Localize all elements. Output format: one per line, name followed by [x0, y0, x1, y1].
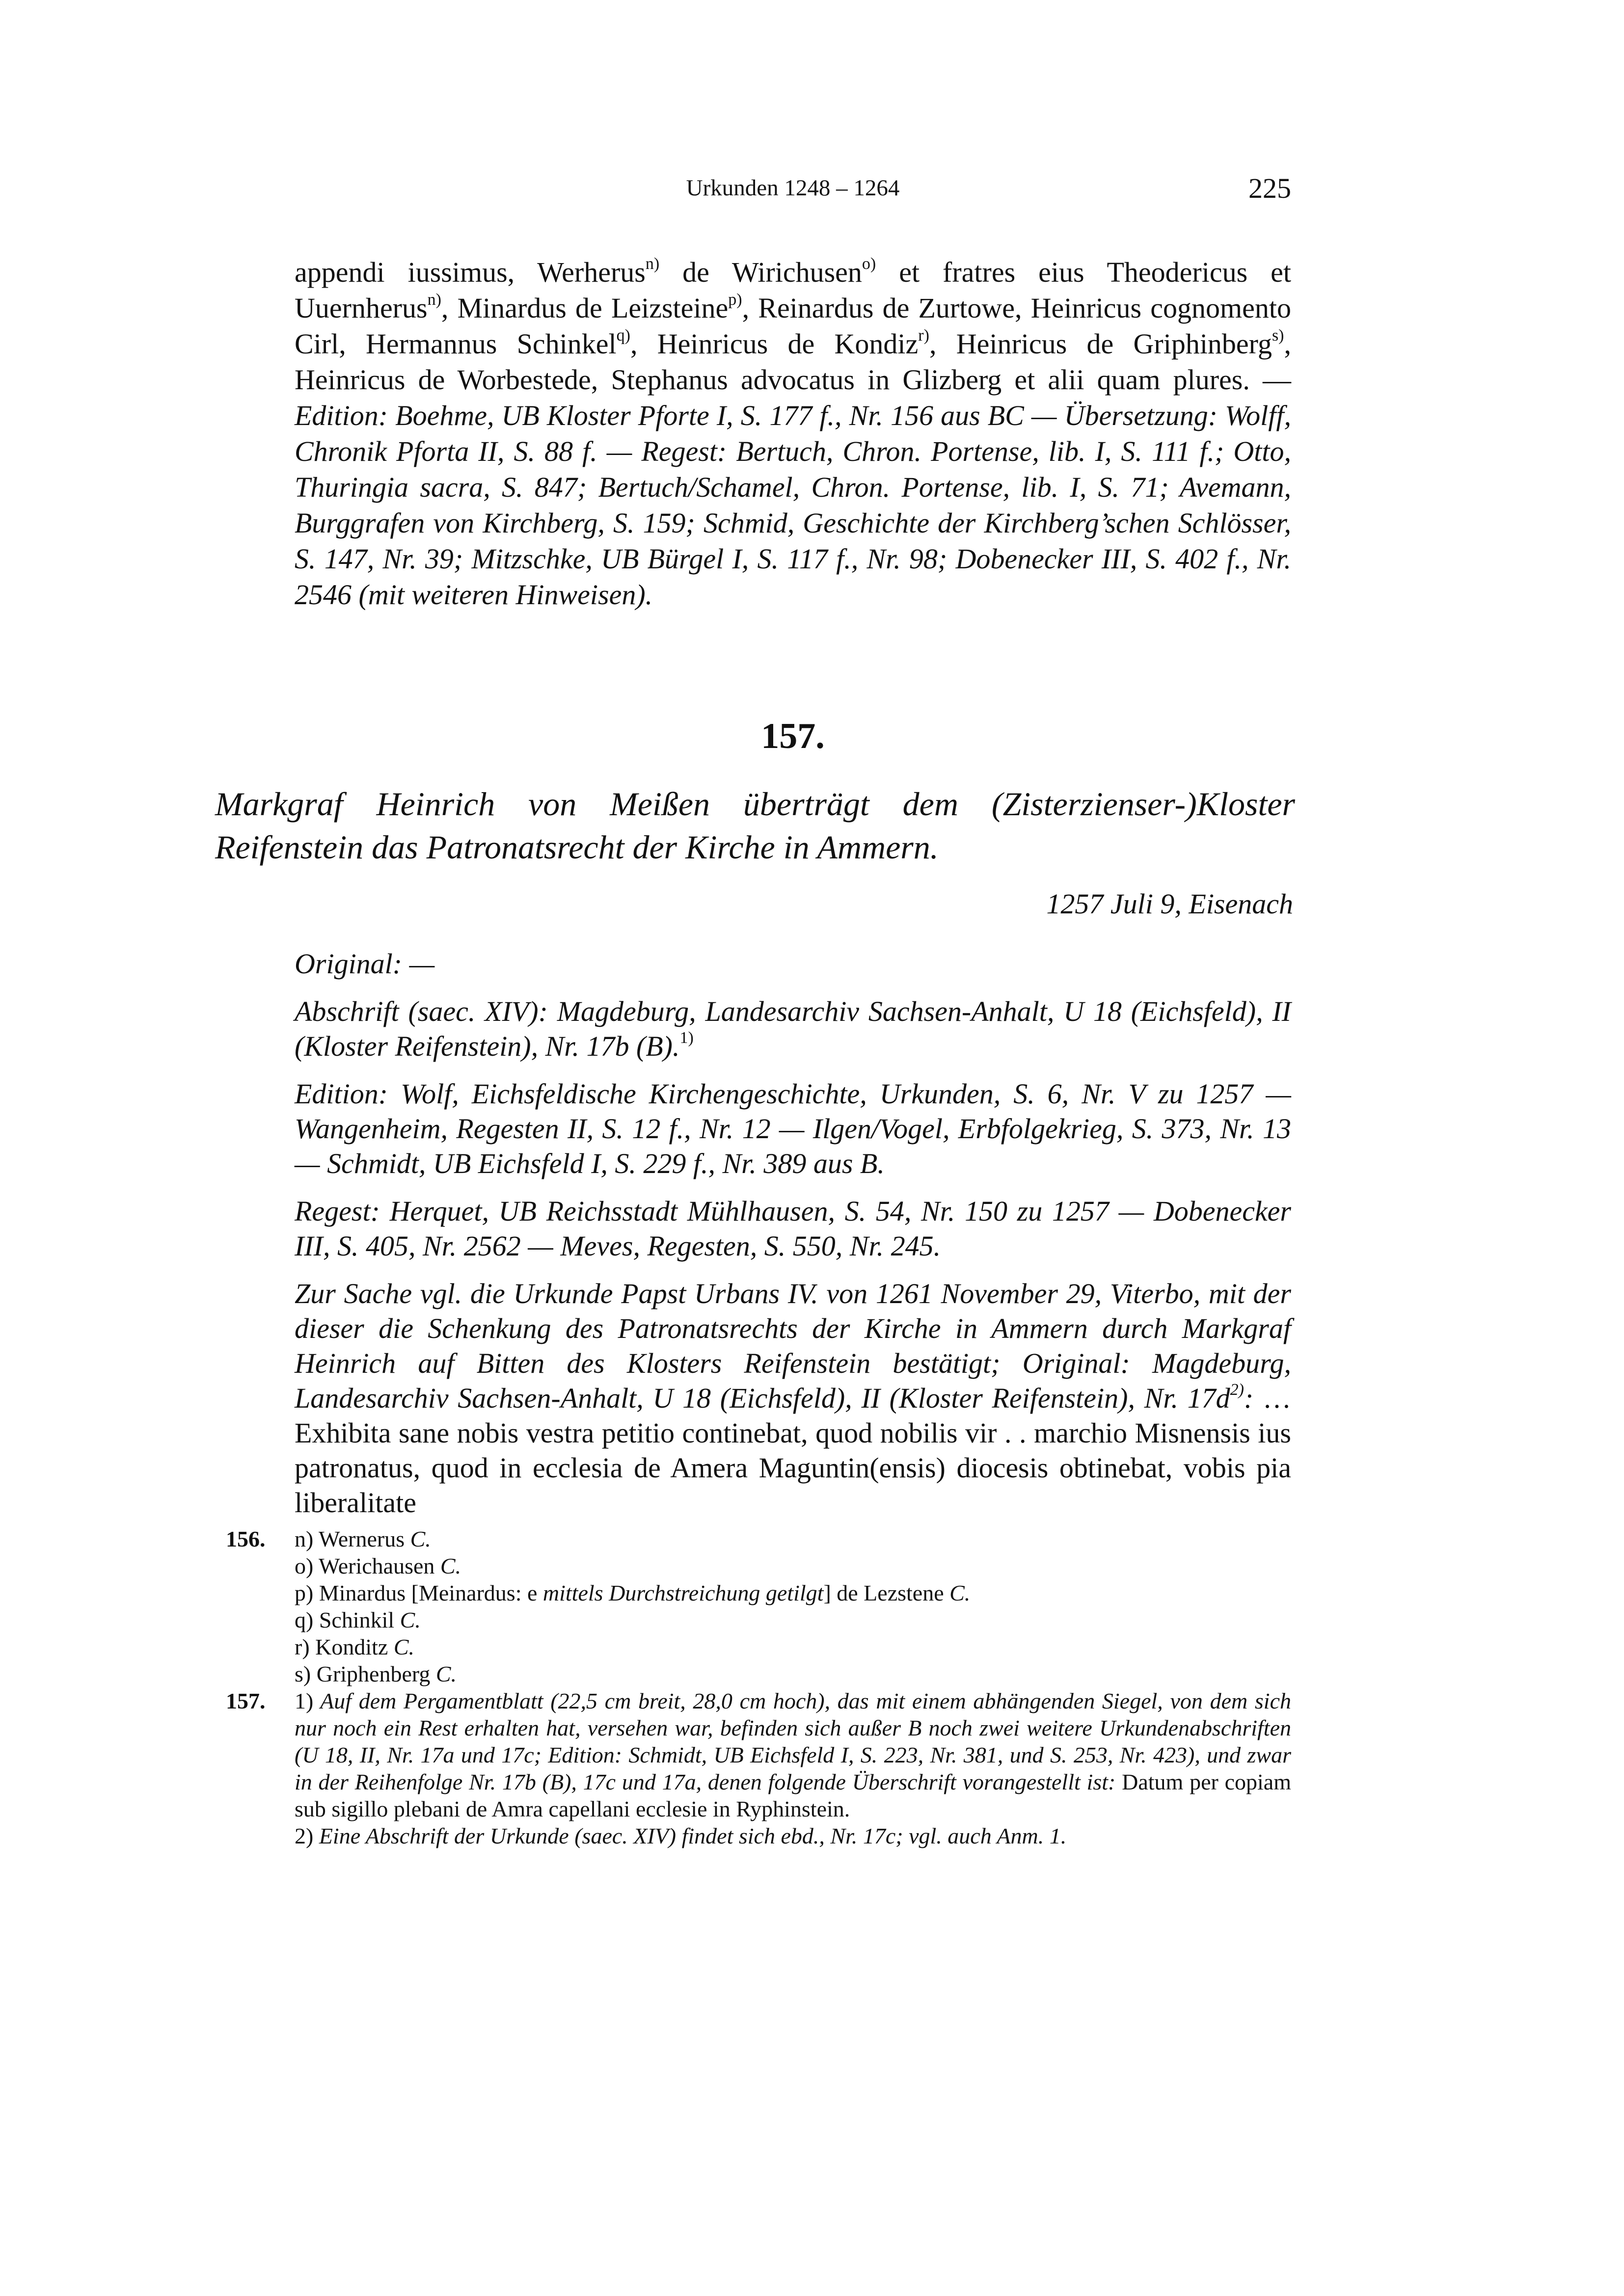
apparatus-regest: Regest: Herquet, UB Reichsstadt Mühlhausen, S. 54, Nr. 150 zu 1257 — Dobenecker III, S. 405, Nr. 2562 — Meves, Regesten, S. 550, Nr. 245.	[295, 1195, 1291, 1262]
siglum: C.	[435, 1661, 457, 1686]
footnote-italic: Eine Abschrift der Urkunde (saec. XIV) findet sich ebd., Nr. 17c; vgl. auch Anm. 1.	[313, 1823, 1067, 1848]
footnote-marker: 1)	[679, 1028, 694, 1047]
siglum: C.	[410, 1526, 431, 1551]
siglum: C.	[949, 1580, 971, 1605]
footnote-marker: 2)	[1230, 1380, 1244, 1399]
footnote-mark: 1)	[295, 1688, 314, 1713]
siglum: C.	[393, 1634, 415, 1659]
footnote-text: Wernerus	[313, 1526, 410, 1551]
footnote-n	[295, 1525, 1291, 1552]
footnote-marker: n)	[427, 290, 441, 309]
footnote-text: Griphenberg	[311, 1661, 436, 1686]
footnote-text: ] de Lezstene	[823, 1580, 950, 1605]
footnote-text: Schinkil	[313, 1607, 400, 1632]
footnote-marker: o)	[862, 254, 876, 273]
footnote-mark: 2)	[295, 1823, 314, 1848]
document-date: 1257 Juli 9, Eisenach	[1046, 888, 1293, 920]
bibliography-italic: Edition: Boehme, UB Kloster Pforte I, S. 177 f., Nr. 156 aus BC — Übersetzung: Wolff, Chronik Pforta II, S. 88 f. — Regest: Bertuch, Chron. Portense, lib. I, S. 111 f.; Otto, Thuringia sacra, S. 847; Bertuch/Schamel, Chron. Portense, lib. I, S. 71; Avemann, Burggrafen von Kirchberg, S. 159; Schmid, Geschichte der Kirchberg’schen Schlösser, S. 147, Nr. 39; Mitzschke, UB Bürgel I, S. 117 f., Nr. 98; Dobenecker III, S. 402 f., Nr. 2546 (mit weiteren Hinweisen).	[295, 400, 1291, 611]
text: Zur Sache vgl. die Urkunde Papst Urbans IV. von 1261 November 29, Viterbo, mit der dieser die Schenkung des Patronatsrechts der Kirche in Ammern durch Markgraf Heinrich auf Bitten des Klosters Reifenstein bestätigt; Original: Magdeburg, Landesarchiv Sachsen-Anhalt, U 18 (Eichsfeld), II (Kloster Reifenstein), Nr. 17d	[295, 1278, 1291, 1414]
apparatus-abschrift	[295, 994, 1291, 1064]
footnote-marker: s)	[1272, 326, 1284, 345]
siglum: C.	[400, 1607, 421, 1632]
text: , Heinricus de Kondiz	[630, 328, 919, 360]
footnotes	[226, 1525, 1291, 1849]
text: Abschrift (saec. XIV): Magdeburg, Landesarchiv Sachsen-Anhalt, U 18 (Eichsfeld), II (Kloster Reifenstein), Nr. 17b (B).	[295, 995, 1291, 1062]
text: , Heinricus de Griphinberg	[929, 328, 1272, 360]
page-number: 225	[1248, 172, 1291, 204]
text: et fratres eius Theodericus et Uuernherus	[295, 256, 1292, 324]
text: de Wirichusen	[659, 256, 862, 288]
siglum: C.	[440, 1553, 461, 1578]
footnote-marker: q)	[616, 326, 630, 345]
text: … Exhibita sane nobis vestra petitio continebat, quod nobilis vir . . marchio Misnensis ius patronatus, quod in ecclesia de Amera Maguntin(ensis) diocesis obtinebat, vobis pia liberalitate	[295, 1382, 1291, 1519]
footnote-mark: q)	[295, 1607, 314, 1632]
footnote-1	[295, 1687, 1291, 1822]
footnote-marker: p)	[728, 290, 742, 309]
continuation-paragraph	[295, 254, 1291, 613]
footnote-text: Konditz	[309, 1634, 394, 1659]
apparatus-sache	[295, 1276, 1291, 1520]
footnote-group-label: 157.	[226, 1688, 266, 1713]
footnote-mark: p)	[295, 1580, 314, 1605]
footnote-group-label: 156.	[226, 1526, 266, 1551]
footnote-s	[295, 1660, 1291, 1687]
footnote-text: Minardus [Meinardus: e	[313, 1580, 543, 1605]
text: :	[1244, 1382, 1254, 1414]
apparatus-edition: Edition: Wolf, Eichsfeldische Kirchengeschichte, Urkunden, S. 6, Nr. V zu 1257 — Wangenheim, Regesten II, S. 12 f., Nr. 12 — Ilgen/Vogel, Erbfolgekrieg, S. 373, Nr. 13 — Schmidt, UB Eichsfeld I, S. 229 f., Nr. 389 aus B.	[295, 1078, 1291, 1179]
text: , Minardus de Leizsteine	[441, 292, 729, 324]
footnote-mark: s)	[295, 1661, 311, 1686]
footnote-q	[295, 1606, 1291, 1633]
footnote-marker: n)	[645, 254, 660, 273]
text: , Reinardus de Zurtowe, Heinricus cognomento Cirl, Hermannus Schinkel	[295, 292, 1291, 360]
footnote-group-157	[226, 1687, 1291, 1849]
document-number: 157.	[761, 716, 825, 756]
footnote-mark: n)	[295, 1526, 314, 1551]
footnote-group-156	[226, 1525, 1291, 1687]
apparatus-original: Original: —	[295, 948, 435, 980]
footnote-mark: r)	[295, 1634, 310, 1659]
footnote-r	[295, 1633, 1291, 1660]
footnote-text: Datum per copiam sub sigillo plebani de Amra capellani ecclesie in Ryphinstein.	[295, 1769, 1291, 1821]
page-header	[295, 172, 1291, 204]
text: appendi iussimus, Werherus	[295, 256, 646, 288]
text: , Heinricus de Worbestede, Stephanus advocatus in Glizberg et alii quam plures. —	[295, 328, 1291, 396]
footnote-italic: mittels Durchstreichung getilgt	[542, 1580, 824, 1605]
critical-apparatus	[295, 946, 1291, 1533]
footnote-text: Werichausen	[313, 1553, 440, 1578]
document-title: Markgraf Heinrich von Meißen überträgt dem (Zisterzienser-)Kloster Reifenstein das Patronatsrecht der Kirche in Ammern.	[215, 785, 1295, 866]
running-title: Urkunden 1248 – 1264	[686, 175, 900, 201]
footnote-marker: r)	[918, 326, 929, 345]
footnote-mark: o)	[295, 1553, 314, 1578]
footnote-p	[295, 1579, 1291, 1606]
footnote-2	[295, 1822, 1291, 1849]
footnote-italic: Auf dem Pergamentblatt (22,5 cm breit, 28,0 cm hoch), das mit einem abhängenden Siegel, von dem sich nur noch ein Rest erhalten hat, versehen war, befinden sich außer B noch zwei weitere Urkundenabschriften (U 18, II, Nr. 17a und 17c; Edition: Schmidt, UB Eichsfeld I, S. 223, Nr. 381, und S. 253, Nr. 423), und zwar in der Reihenfolge Nr. 17b (B), 17c und 17a, denen folgende Überschrift vorangestellt ist:	[295, 1688, 1291, 1794]
footnote-o	[295, 1552, 1291, 1579]
